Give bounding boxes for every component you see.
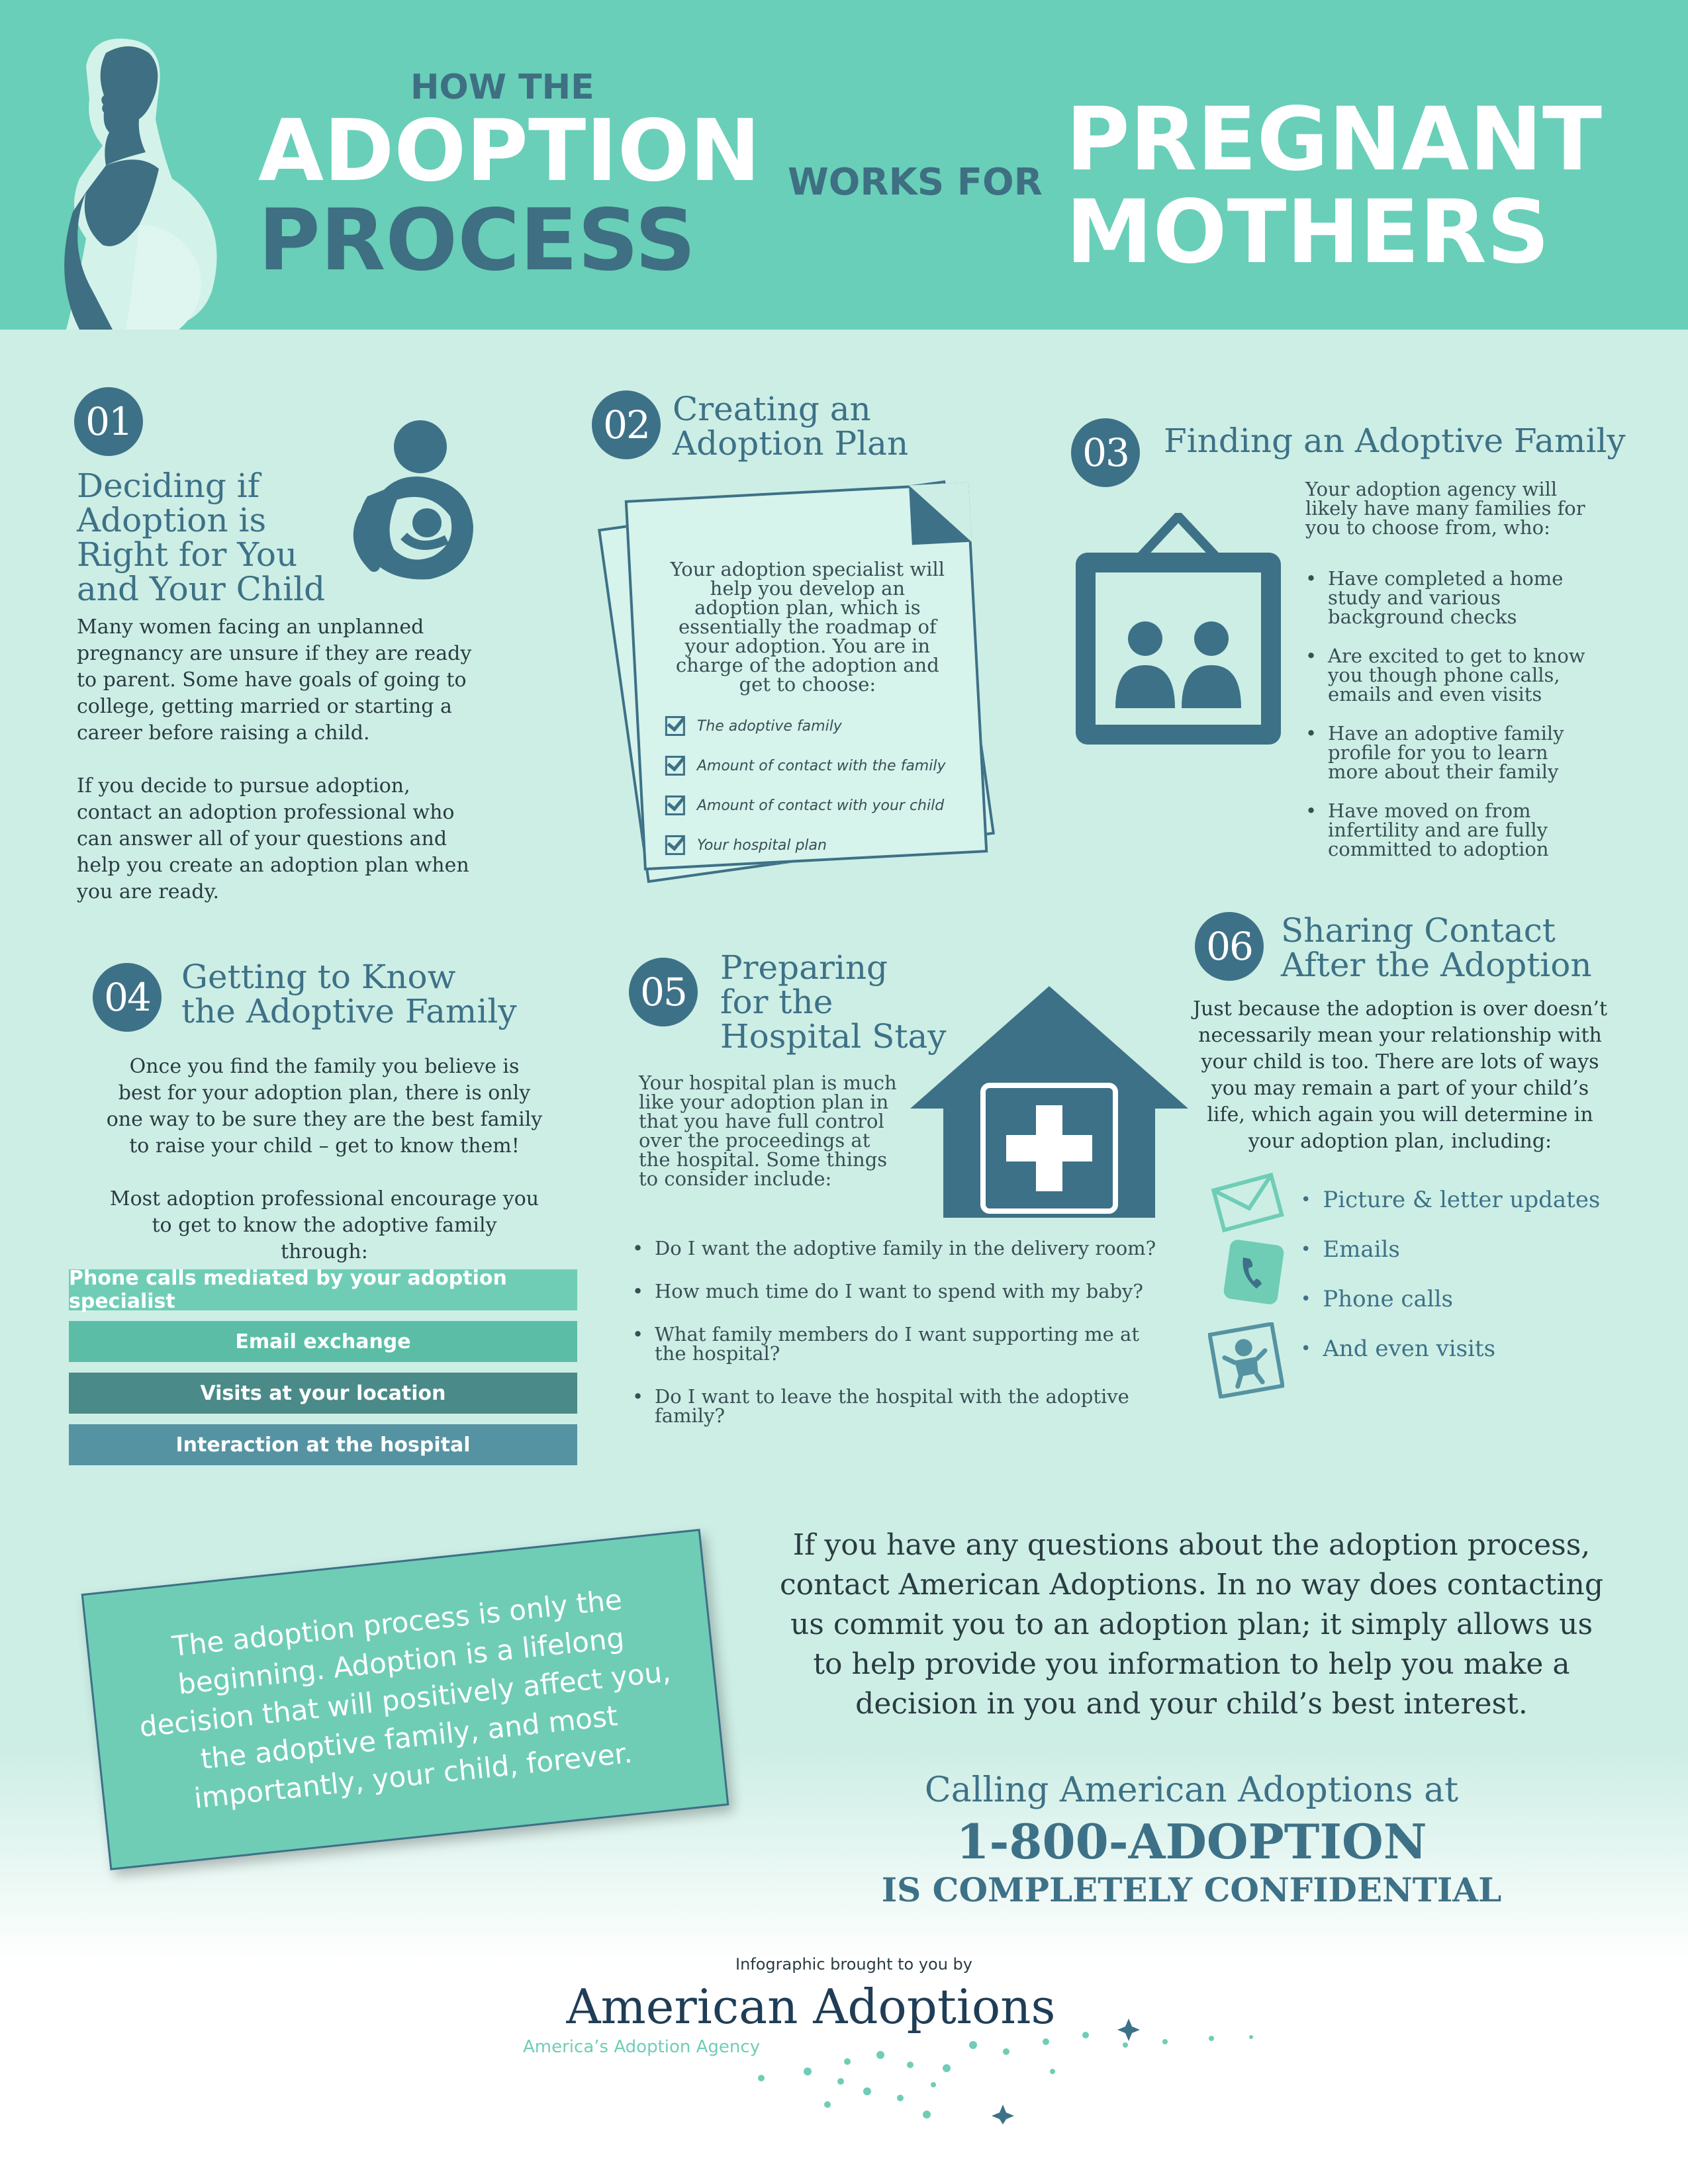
step-3-number: 03: [1071, 418, 1140, 487]
option-email-exchange: Email exchange: [69, 1321, 577, 1362]
step-6-body: Just because the adoption is over doesn’t necessarily mean your relationship with your child is too. There are lots of ways you may remain a part of your child’s life, which again you will determine in your adoption plan, including:: [1192, 997, 1608, 1153]
hospital-icon: [907, 983, 1192, 1221]
confidential-line: IS COMPLETELY CONFIDENTIAL: [881, 1870, 1502, 1909]
step-5-title: Preparing for the Hospital Stay: [720, 948, 947, 1056]
list-item: • Picture & letter updates: [1301, 1175, 1600, 1224]
header-adoption: ADOPTION: [258, 102, 761, 201]
list-item: • Phone calls: [1301, 1274, 1600, 1324]
adoption-plan-document: [625, 482, 988, 870]
list-item: • How much time do I want to spend with my baby?: [632, 1282, 1175, 1301]
list-item: • Emails: [1301, 1224, 1600, 1274]
phone-icon: [1223, 1239, 1284, 1305]
callout-text: The adoption process is only the beginning. Adoption is a lifelong decision that will positively affect you, the adoptive family, and most importantly, your child, forever.: [138, 1583, 673, 1815]
header-process: PROCESS: [258, 191, 696, 290]
callout-card: [81, 1529, 729, 1870]
footer-brought-by: Infographic brought to you by: [735, 1955, 972, 1974]
step-4-number: 04: [93, 963, 162, 1032]
choice-item: Amount of contact with your child: [665, 786, 950, 825]
step-3-title: Finding an Adoptive Family: [1164, 422, 1626, 460]
header-pregnant: PREGNANT: [1066, 89, 1603, 191]
list-item: • What family members do I want supporting me at the hospital?: [632, 1325, 1175, 1363]
checkbox-checked-icon: [665, 835, 685, 855]
step-4-para-2: Most adoption professional encourage you to get to know the adoptive family through:: [109, 1187, 539, 1263]
step-1-title: Deciding if Adoption is Right for You and Your Child: [77, 467, 326, 608]
step-5-bullets: [632, 1239, 1175, 1426]
option-hospital-interaction: Interaction at the hospital: [69, 1424, 577, 1465]
step-2-number: 02: [592, 390, 661, 459]
pregnant-woman-silhouette-icon: [40, 26, 225, 330]
list-item: • Do I want to leave the hospital with the adoptive family?: [632, 1387, 1175, 1426]
step-3-bullets: [1305, 569, 1597, 859]
option-visits: Visits at your location: [69, 1373, 577, 1414]
step-4-title: Getting to Know the Adoptive Family: [181, 958, 517, 1030]
phone-number: 1-800-ADOPTION: [956, 1813, 1427, 1870]
choice-item: Your hospital plan: [665, 825, 950, 865]
step-3-intro: Your adoption agency will likely have many families for you to choose from, who:: [1305, 478, 1585, 539]
step-1-number: 01: [74, 387, 143, 456]
header-banner: [0, 0, 1688, 330]
family-portrait-icon: [1069, 513, 1288, 751]
contact-options-list: [1301, 1175, 1600, 1373]
contact-paragraph: If you have any questions about the adoption process, contact American Adoptions. In no way does contacting us commit you to an adoption plan; it simply allows us to help provide you information to help you make a decision in you and your child’s best interest.: [779, 1528, 1604, 1721]
step-6-title: Sharing Contact After the Adoption: [1281, 911, 1592, 984]
step-5-intro: Your hospital plan is much like your adoption plan in that you have full control over the proceedings at the hospital. Some things to consider include:: [639, 1071, 897, 1190]
list-item: • Have an adoptive family profile for you to learn more about their family: [1305, 724, 1597, 782]
sparkle-dots-icon: [748, 2005, 1278, 2124]
checkbox-checked-icon: [665, 716, 685, 736]
choice-item: Amount of contact with the family: [665, 746, 950, 786]
checkbox-checked-icon: [665, 796, 685, 815]
list-item: • Do I want the adoptive family in the delivery room?: [632, 1239, 1175, 1258]
page-fold-icon: [909, 482, 972, 545]
baby-visit-icon: [1208, 1322, 1284, 1398]
option-phone-calls: Phone calls mediated by your adoption specialist: [69, 1269, 577, 1310]
envelope-icon: [1211, 1170, 1284, 1236]
step-2-title: Creating an Adoption Plan: [673, 390, 909, 463]
brand-tagline: America’s Adoption Agency: [523, 2037, 761, 2057]
mother-child-icon: [338, 417, 490, 582]
step-2-body: Your adoption specialist will help you develop an adoption plan, which is essentially the roadmap of your adoption. You are in charge of the adoption and get to choose:: [670, 557, 945, 696]
calling-line: Calling American Adoptions at: [924, 1770, 1459, 1810]
step-4-para-1: Once you find the family you believe is best for your adoption plan, there is only one way to be sure they are the best family to raise your child – get to know them!: [106, 1055, 543, 1158]
step-1-para-2: If you decide to pursue adoption, contact an adoption professional who can answer all of your questions and help you create an adoption plan when you are ready.: [77, 774, 469, 903]
header-how-the: HOW THE: [410, 68, 594, 107]
step-1-para-1: Many women facing an unplanned pregnancy are unsure if they are ready to parent. Some have goals of going to college, getting married or starting a career before raising a child.: [77, 615, 472, 745]
step-5-number: 05: [629, 958, 698, 1026]
list-item: • Are excited to get to know you though phone calls, emails and even visits: [1305, 647, 1597, 704]
header-mothers: MOTHERS: [1066, 181, 1550, 283]
header-works-for: WORKS FOR: [788, 161, 1043, 204]
choice-item: The adoptive family: [665, 706, 950, 746]
brand-logo-text: American Adoptions: [566, 1979, 1056, 2034]
list-item: • And even visits: [1301, 1324, 1600, 1373]
list-item: • Have moved on from infertility and are fully committed to adoption: [1305, 801, 1597, 859]
step-6-number: 06: [1195, 912, 1264, 981]
list-item: • Have completed a home study and various background checks: [1305, 569, 1597, 627]
checkbox-checked-icon: [665, 756, 685, 776]
